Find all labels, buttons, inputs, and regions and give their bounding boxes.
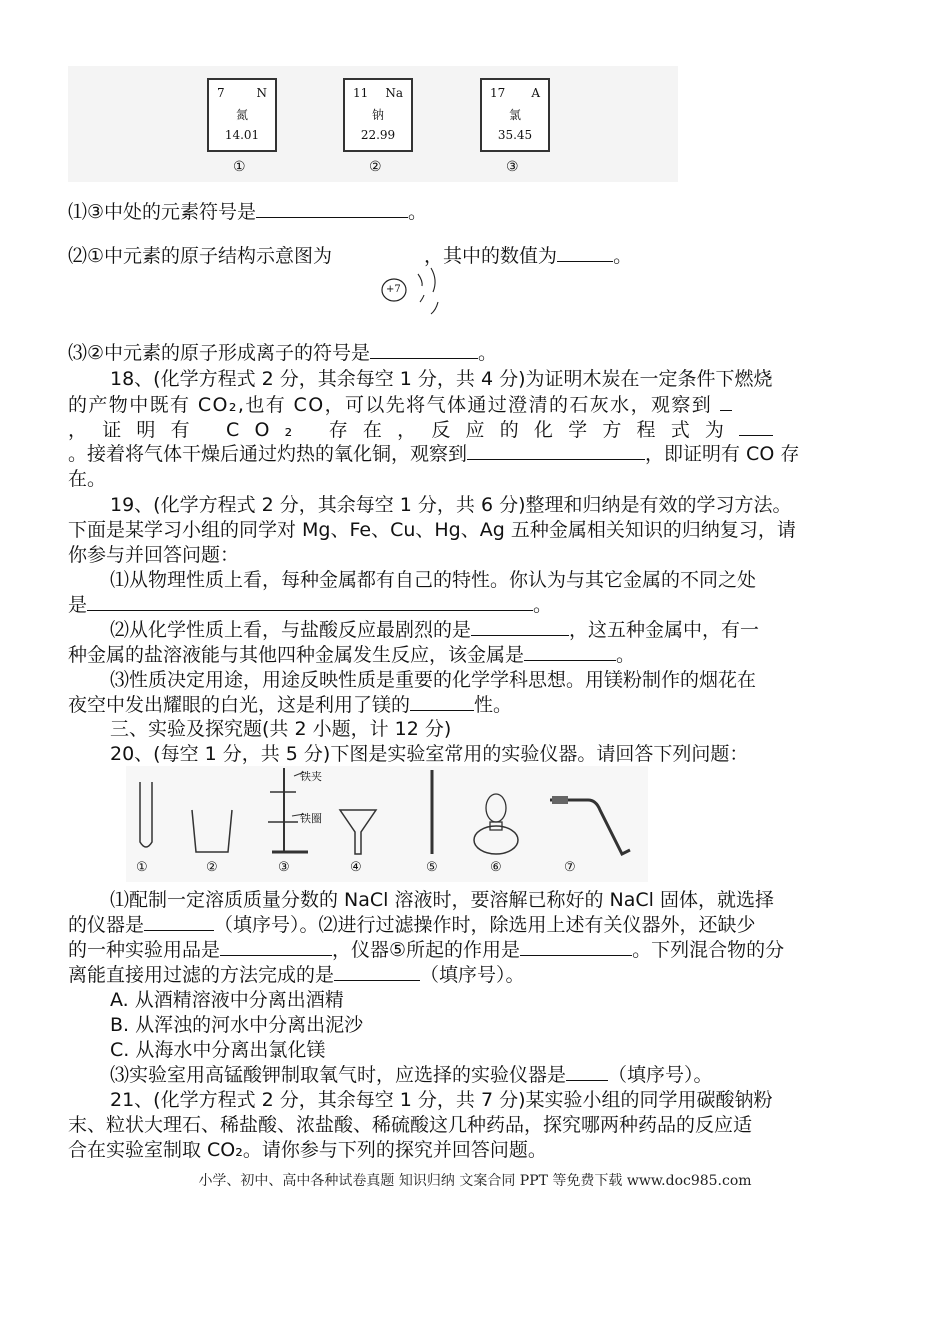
q20-line4: 的一种实验用品是 ，仪器⑤所起的作用是 。下列混合物的分 [68, 939, 785, 961]
q19-line3: 你参与并回答问题： [68, 544, 240, 566]
element-name: 氮 [235, 108, 248, 122]
q21-line2: 末、粒状大理石、稀盐酸、浓盐酸、稀硫酸这几种药品，探究哪两种药品的反应适 [68, 1114, 753, 1136]
answer-blank[interactable] [410, 692, 474, 711]
element-name: 钠 [371, 108, 384, 122]
atomic-number: 11 [353, 86, 369, 100]
answer-blank[interactable] [557, 243, 613, 262]
answer-blank[interactable] [524, 642, 616, 661]
page-footer: 小学、初中、高中各种试卷真题 知识归纳 文案合同 PPT 等免费下载 www.doc985.com [198, 1173, 752, 1189]
element-card-sodium [343, 78, 413, 152]
section3-title: 三、实验及探究题(共 2 小题，计 12 分) [110, 718, 452, 740]
card-mark-1: ① [233, 159, 246, 175]
atomic-number: 17 [490, 86, 506, 100]
q20-line1: 20、(每空 1 分，共 5 分)下图是实验室常用的实验仪器。请回答下列问题： [110, 743, 749, 765]
q21-line1: 21、(化学方程式 2 分，其余每空 1 分，共 7 分)某实验小组的同学用碳酸钠粉 [110, 1089, 773, 1111]
atomic-mass: 14.01 [224, 128, 260, 142]
element-symbol: Na [385, 86, 403, 100]
q17-part2: ⑵①中元素的原子结构示意图为 ，其中的数值为 。 [68, 245, 633, 267]
card-mark-3: ③ [506, 159, 519, 175]
apparatus-mark-1: ① [136, 860, 148, 875]
element-card-chlorine [480, 78, 550, 152]
q21-line3: 合在实验室制取 CO₂。请你参与下列的探究并回答问题。 [68, 1139, 547, 1161]
atomic-number: 7 [217, 86, 225, 100]
q19-line4: ⑴从物理性质上看，每种金属都有自己的特性。你认为与其它金属的不同之处 [110, 569, 757, 591]
element-card-nitrogen [207, 78, 277, 152]
q20-line3: 的仪器是 （填序号）。⑵进行过滤操作时，除选用上述有关仪器外，还缺少 [68, 914, 756, 936]
answer-blank[interactable] [471, 617, 569, 636]
q19-line1: 19、(化学方程式 2 分，其余每空 1 分，共 6 分)整理和归纳是有效的学习方法。 [110, 494, 792, 516]
apparatus-mark-2: ② [206, 860, 218, 875]
answer-blank[interactable] [520, 937, 632, 956]
q19-line8: ⑶性质决定用途，用途反映性质是重要的化学学科思想。用镁粉制作的烟花在 [110, 669, 757, 691]
q19-line2: 下面是某学习小组的同学对 Mg、Fe、Cu、Hg、Ag 五种金属相关知识的归纳复习，请 [68, 519, 796, 541]
q17-part3: ⑶②中元素的原子形成离子的符号是 。 [68, 342, 498, 364]
apparatus-mark-6: ⑥ [490, 860, 502, 875]
answer-blank[interactable] [334, 962, 420, 981]
apparatus-mark-7: ⑦ [564, 860, 576, 875]
q18-line1: 18、(化学方程式 2 分，其余每空 1 分，共 4 分)为证明木炭在一定条件下燃烧 [110, 368, 773, 390]
answer-blank[interactable] [144, 912, 214, 931]
answer-blank[interactable] [87, 592, 533, 611]
answer-blank[interactable] [566, 1062, 608, 1081]
card-mark-2: ② [369, 159, 382, 175]
apparatus-mark-4: ④ [350, 860, 362, 875]
q18-line3: ，证明有 CO₂ 存在，反应的化学方程式为 [68, 417, 773, 443]
apparatus-mark-5: ⑤ [426, 860, 438, 875]
q18-line4: 。接着将气体干燥后通过灼热的氧化铜，观察到 ，即证明有 CO 存 [68, 443, 800, 465]
label-iron-ring: 铁圈 [300, 812, 322, 825]
answer-blank[interactable] [739, 417, 773, 436]
q19-line9: 夜空中发出耀眼的白光，这是利用了镁的 性。 [68, 694, 513, 716]
q20-option-b: B. 从浑浊的河水中分离出泥沙 [110, 1014, 364, 1036]
element-name: 氯 [508, 108, 521, 122]
label-iron-clamp: 铁夹 [300, 770, 322, 783]
atomic-mass: 22.99 [360, 128, 396, 142]
q17-part1: ⑴③中处的元素符号是 。 [68, 201, 428, 223]
atomic-mass: 35.45 [497, 128, 533, 142]
answer-blank[interactable] [370, 340, 478, 359]
q19-line7: 种金属的盐溶液能与其他四种金属发生反应，该金属是 。 [68, 644, 636, 666]
answer-blank[interactable] [467, 441, 645, 460]
atom-nucleus-label: +7 [386, 284, 401, 295]
q18-line2: 的产物中既有 CO₂,也有 CO，可以先将气体通过澄清的石灰水，观察到 [68, 392, 732, 418]
answer-blank[interactable] [720, 392, 732, 411]
q20-line2: ⑴配制一定溶质质量分数的 NaCl 溶液时，要溶解已称好的 NaCl 固体，就选择 [110, 889, 774, 911]
answer-blank[interactable] [256, 199, 408, 218]
q20-line5: 离能直接用过滤的方法完成的是 （填序号）。 [68, 964, 525, 986]
q19-line5: 是 。 [68, 594, 553, 616]
q19-line6: ⑵从化学性质上看，与盐酸反应最剧烈的是 ，这五种金属中，有一 [110, 619, 760, 641]
element-symbol: N [256, 86, 267, 100]
element-symbol: A [531, 86, 540, 100]
q18-line5: 在。 [68, 468, 107, 490]
answer-blank[interactable] [220, 937, 332, 956]
q20-option-c: C. 从海水中分离出氯化镁 [110, 1039, 326, 1061]
q20-line6: ⑶实验室用高锰酸钾制取氧气时，应选择的实验仪器是 （填序号）。 [110, 1064, 713, 1086]
q20-option-a: A. 从酒精溶液中分离出酒精 [110, 989, 344, 1011]
apparatus-mark-3: ③ [278, 860, 290, 875]
